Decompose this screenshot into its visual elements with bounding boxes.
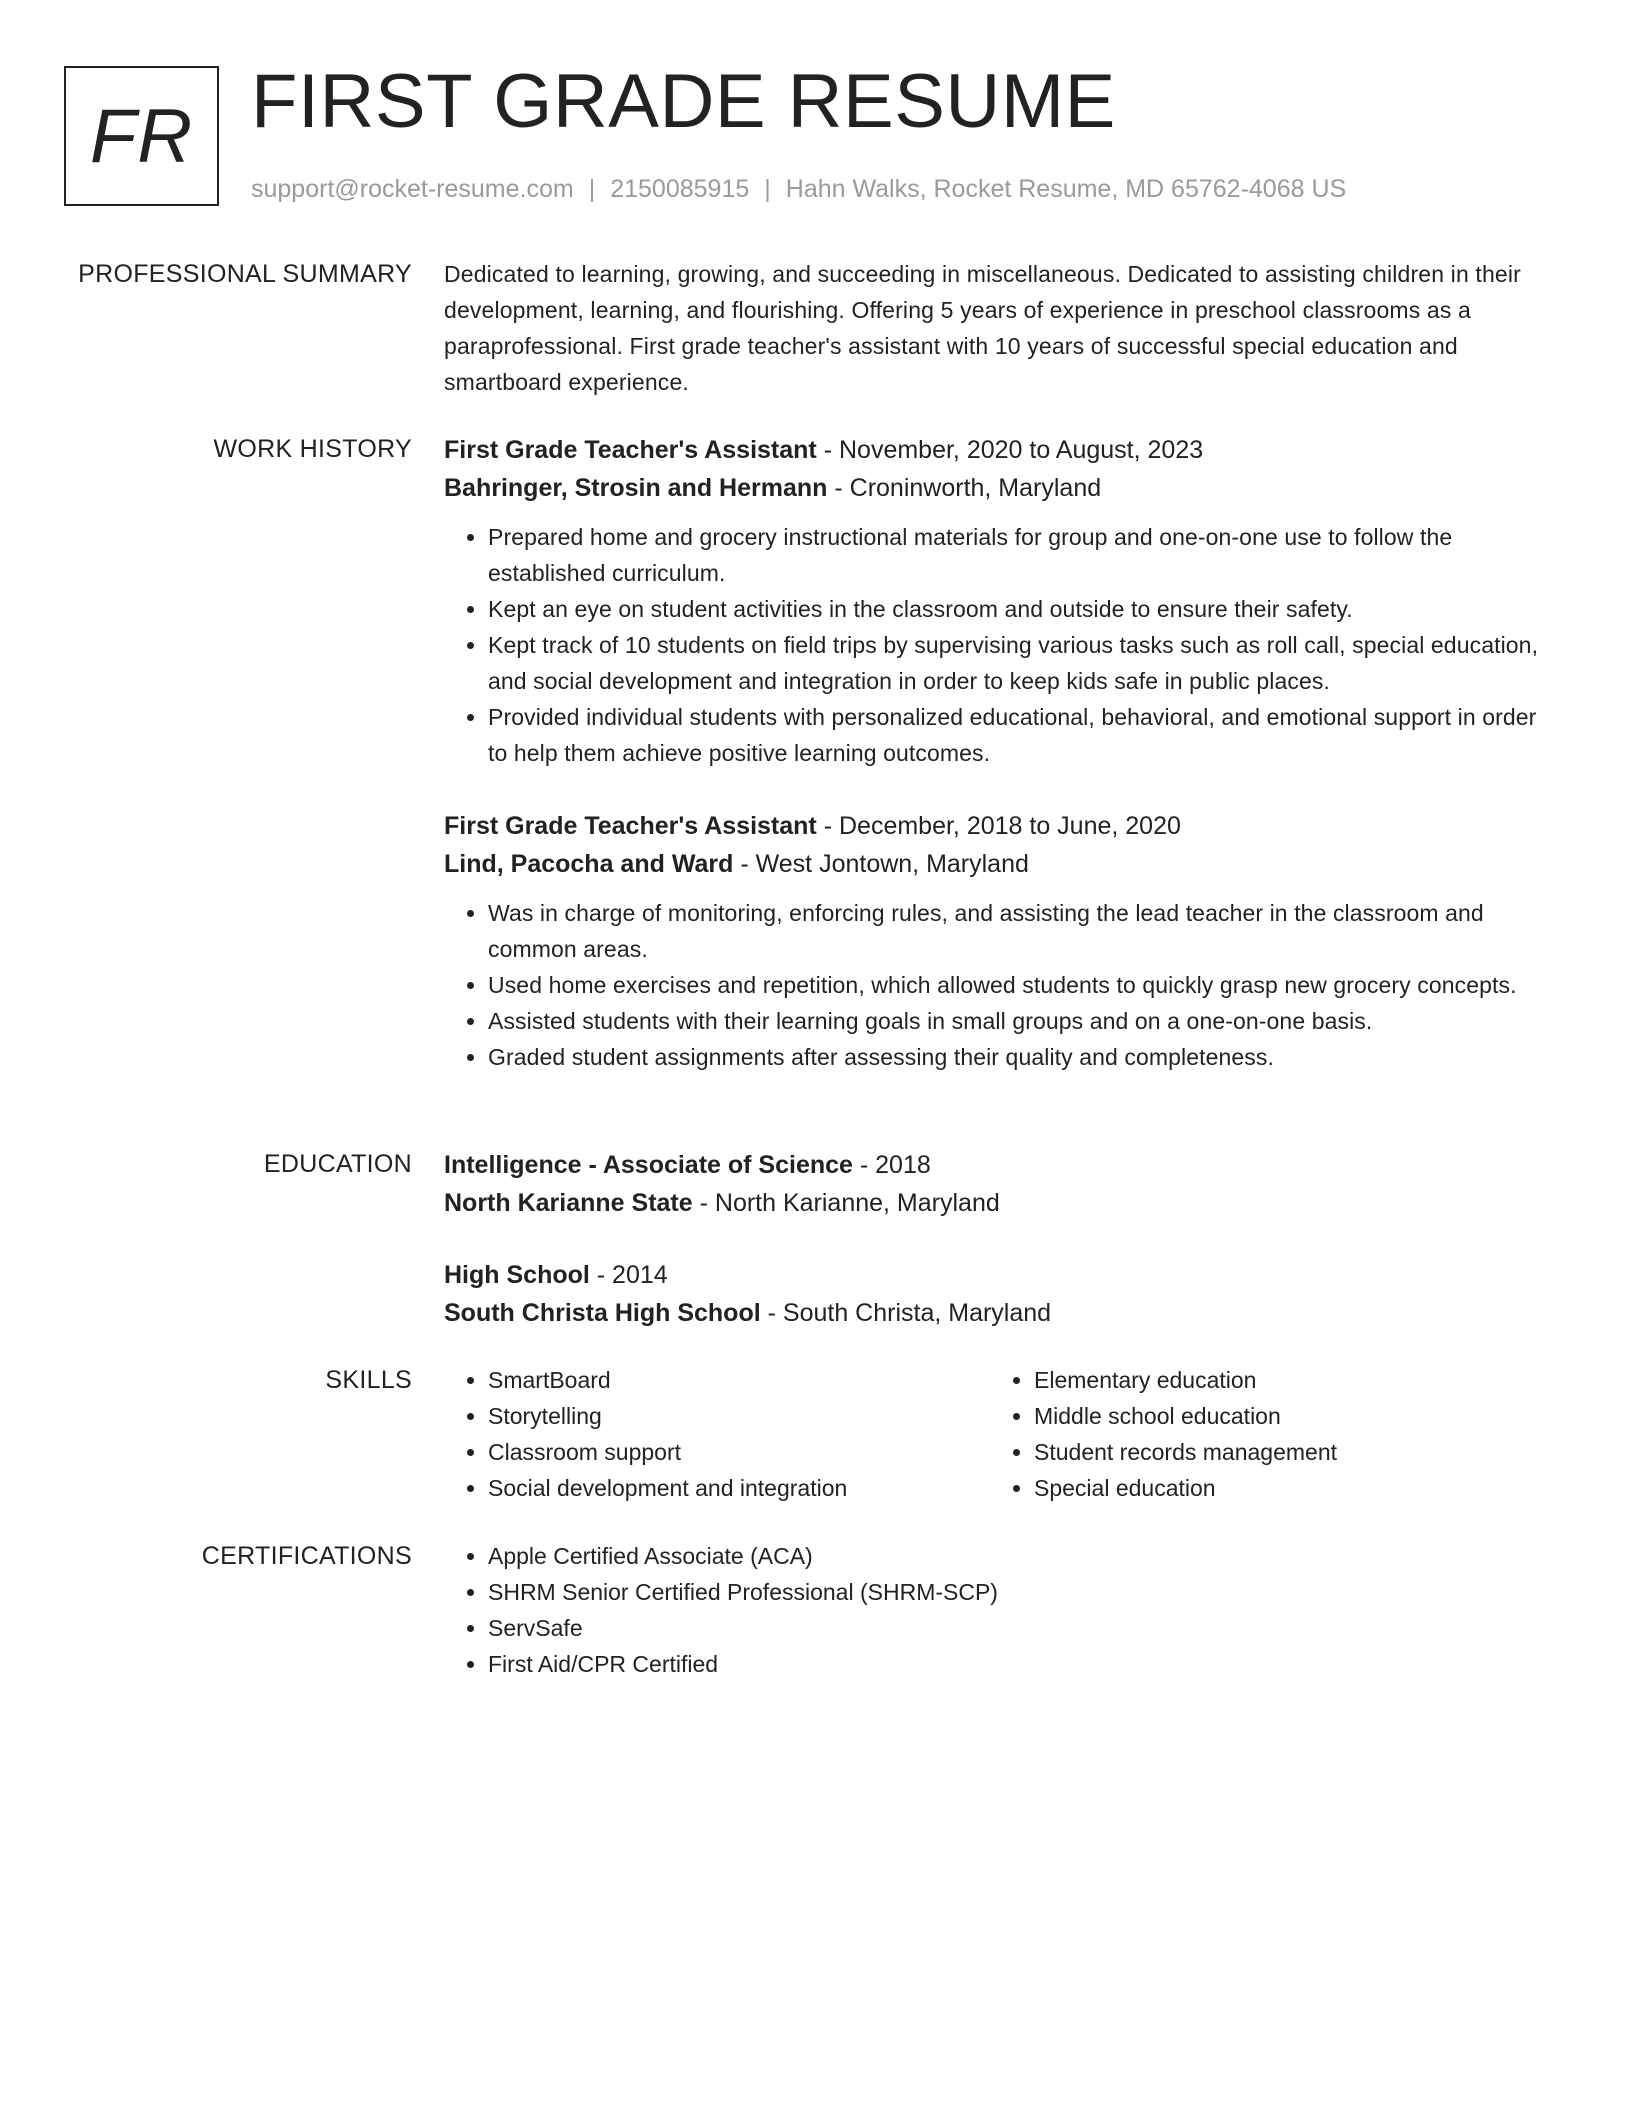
school-location: - North Karianne, Maryland bbox=[692, 1189, 1000, 1217]
job-location: - West Jontown, Maryland bbox=[733, 850, 1029, 878]
degree-year: - 2014 bbox=[589, 1261, 668, 1289]
school: South Christa High School bbox=[444, 1299, 761, 1327]
contact-email: support@rocket-resume.com bbox=[251, 175, 574, 203]
contact-separator: | bbox=[764, 175, 771, 203]
section-label-education: EDUCATION bbox=[263, 1150, 412, 1178]
skills-body bbox=[444, 1362, 1550, 1506]
contact-separator: | bbox=[588, 175, 596, 203]
skills-grid bbox=[444, 1362, 1550, 1506]
skill-item: • Storytelling bbox=[488, 1398, 990, 1434]
summary-text: Dedicated to learning, growing, and succeeding in miscellaneous. Dedicated to assisting children in their development, learning, and flourishing. Offering 5 years of experience in preschool classrooms as a paraprofessional. First grade teacher's assistant with 10 years of successful special education and smartboard experience. bbox=[444, 261, 1521, 395]
job-title-line bbox=[444, 807, 1550, 845]
job-location: - Croninworth, Maryland bbox=[827, 474, 1102, 502]
school-location: - South Christa, Maryland bbox=[760, 1299, 1052, 1327]
education-entry bbox=[444, 1146, 1550, 1222]
job-title: First Grade Teacher's Assistant bbox=[444, 812, 817, 840]
job-bullets bbox=[444, 519, 1550, 771]
monogram-badge bbox=[64, 66, 219, 206]
resume-name-heading: FIRST GRADE RESUME bbox=[251, 59, 1116, 144]
degree: Intelligence - Associate of Science bbox=[444, 1151, 853, 1179]
skill-item: • Student records management bbox=[1034, 1434, 1536, 1470]
skills-column-left bbox=[444, 1362, 990, 1506]
job-company-line bbox=[444, 469, 1550, 507]
job-bullet: • Prepared home and grocery instructional materials for group and one-on-one use to follow the established curriculum. bbox=[488, 519, 1550, 591]
section-label-summary: PROFESSIONAL SUMMARY bbox=[78, 260, 412, 288]
job-bullets bbox=[444, 895, 1550, 1075]
degree-year: - 2018 bbox=[852, 1151, 931, 1179]
monogram-initials: FR bbox=[89, 93, 194, 179]
certifications-body bbox=[444, 1538, 1550, 1682]
education-body bbox=[444, 1146, 1550, 1332]
job-bullet: • Was in charge of monitoring, enforcing rules, and assisting the lead teacher in the classroom and common areas. bbox=[488, 895, 1550, 967]
contact-phone: 2150085915 bbox=[610, 175, 750, 203]
contact-address: Hahn Walks, Rocket Resume, MD 65762-4068 US bbox=[785, 175, 1347, 203]
school-line bbox=[444, 1184, 1550, 1222]
school: North Karianne State bbox=[444, 1189, 693, 1217]
skill-item: • SmartBoard bbox=[488, 1362, 990, 1398]
job-company-line bbox=[444, 845, 1550, 883]
job-dates: - December, 2018 to June, 2020 bbox=[816, 812, 1181, 840]
education-entry bbox=[444, 1256, 1550, 1332]
certification-item: • First Aid/CPR Certified bbox=[488, 1646, 1550, 1682]
skill-item: • Social development and integration bbox=[488, 1470, 990, 1506]
degree-line bbox=[444, 1256, 1550, 1294]
job-company: Bahringer, Strosin and Hermann bbox=[444, 474, 828, 502]
job-title-line bbox=[444, 431, 1550, 469]
job-bullet: • Kept an eye on student activities in the classroom and outside to ensure their safety. bbox=[488, 591, 1550, 627]
degree: High School bbox=[444, 1261, 590, 1289]
job-dates: - November, 2020 to August, 2023 bbox=[816, 436, 1204, 464]
school-line bbox=[444, 1294, 1550, 1332]
job-entry bbox=[444, 431, 1550, 771]
skill-item: • Middle school education bbox=[1034, 1398, 1536, 1434]
certifications-list bbox=[444, 1538, 1550, 1682]
certification-item: • ServSafe bbox=[488, 1610, 1550, 1646]
summary-body bbox=[444, 256, 1550, 400]
section-label-skills: SKILLS bbox=[325, 1366, 412, 1394]
degree-line bbox=[444, 1146, 1550, 1184]
job-title: First Grade Teacher's Assistant bbox=[444, 436, 817, 464]
job-bullet: • Provided individual students with personalized educational, behavioral, and emotional support in order to help them achieve positive learning outcomes. bbox=[488, 699, 1550, 771]
skills-column-right bbox=[990, 1362, 1536, 1506]
section-label-certifications: CERTIFICATIONS bbox=[201, 1542, 412, 1570]
skill-item: • Classroom support bbox=[488, 1434, 990, 1470]
job-company: Lind, Pacocha and Ward bbox=[444, 850, 734, 878]
contact-line bbox=[251, 172, 1346, 206]
job-bullet: • Graded student assignments after assessing their quality and completeness. bbox=[488, 1039, 1550, 1075]
skill-item: • Special education bbox=[1034, 1470, 1536, 1506]
certification-item: • Apple Certified Associate (ACA) bbox=[488, 1538, 1550, 1574]
job-bullet: • Used home exercises and repetition, which allowed students to quickly grasp new grocery concepts. bbox=[488, 967, 1550, 1003]
section-label-work-history: WORK HISTORY bbox=[213, 435, 412, 463]
certification-item: • SHRM Senior Certified Professional (SHRM-SCP) bbox=[488, 1574, 1550, 1610]
job-bullet: • Kept track of 10 students on field trips by supervising various tasks such as roll call, special education, and social development and integration in order to keep kids safe in public places. bbox=[488, 627, 1550, 699]
skill-item: • Elementary education bbox=[1034, 1362, 1536, 1398]
job-bullet: • Assisted students with their learning goals in small groups and on a one-on-one basis. bbox=[488, 1003, 1550, 1039]
job-entry bbox=[444, 807, 1550, 1075]
work-history-body bbox=[444, 431, 1550, 1075]
